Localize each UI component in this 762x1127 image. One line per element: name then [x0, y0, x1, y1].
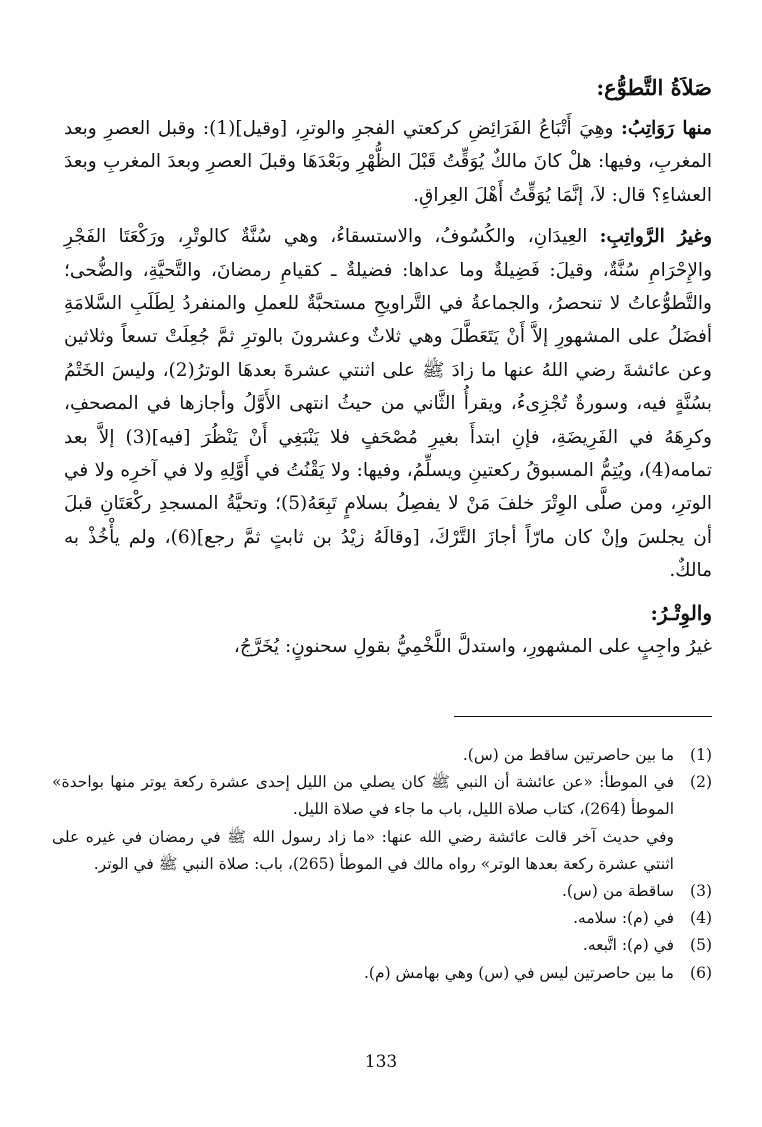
footnote-separator [454, 716, 712, 717]
footnote-number: (1) [690, 746, 712, 764]
footnote-text: وفي حديث آخر قالت عائشة رضي الله عنها: «ما زاد رسول الله ﷺ في رمضان في غيره على اثنتي عشرة ركعة بعدها الوتر» رواه مالك في الموطأ (265)، باب: صلاة النبي ﷺ في الوتر. [52, 827, 674, 873]
paragraph-text: العِيدَانِ، والكُسُوفُ، والاستسقاءُ، وهي سُنَّةٌ كالوتْرِ، ورَكْعَتَا الفَجْرِ والإِحْرَامِ سُنَّةٌ، وقيلَ: فَضِيلةٌ وما عداها: فضيلةٌ ـ كقيامِ رمضانَ، والتَّحيَّةِ، والضُّحى؛ والتَّطوُّعاتُ لا تنحصرُ، والجماعةُ في التَّراويحِ مستحبَّةٌ للعملِ والمنفردُ لِطَلَبِ السَّلامَةِ أفضَلُ على المشهورِ إلاَّ أَنْ يَتَعَطَّلَ وهي ثلاثٌ وعشرونَ بالوترِ ثمَّ جُعِلَتْ تسعاً وثلاثين وعن عائشةَ رضي اللهُ عنها ما زادَ ﷺ على اثنتي عشرةَ بعدهَا الوترُ(2)، وليسَ الخَتْمُ بسُنَّةٍ فيه، وسورةٌ تُجْزِىءُ، ويقرأُ الثَّاني من حيثُ انتهى الأَوَّلُ وأجازها في المصحفِ، وكرِهَهُ في الفَرِيضَةِ، فإنِ ابتدأَ بغيرِ مُصْحَفٍ فلا يَنْبَغِي أَنْ يَنْظُرَ [فيه](3) إلاَّ بعد تمامه(4)، ويُتِمُّ المسبوقُ ركعتينِ ويسلِّمُ، وفيها: ولا يَقْنُتُ في أَوَّلِهِ ولا في آخرِه ولا في الوترِ، ومن صلَّى الوِتْرَ خلفَ مَنْ لا يفصِلُ بسلامٍ تَبِعَهُ(5)؛ وتحيَّةُ المسجدِ ركْعَتَانِ قبلَ أن يجلسَ وإنْ كان مارّاً أجازَ التَّرْكَ، [وقالَهُ زيْدُ بن ثابتٍ ثمَّ رجع](6)، ولم يأْخُذْ به مالكٌ. [64, 226, 713, 582]
paragraph-lead: وغيرُ الرَّواتِبِ: [599, 226, 713, 248]
footnote-text: ما بين حاصرتين ليس في (س) وهي بهامش (م). [364, 963, 674, 982]
footnote-4 [52, 905, 712, 932]
section-title: صَلاَةُ التَّطوُّع: [596, 75, 712, 100]
footnote-number: (3) [690, 882, 712, 901]
footnote-1 [52, 742, 712, 769]
footnote-2 [52, 769, 712, 878]
paragraph-ghayr-rawatib [64, 220, 712, 587]
main-text [64, 70, 712, 663]
footnote-6 [52, 960, 712, 987]
paragraph-witr: غيرُ واجِبٍ على المشهورِ، واستدلَّ اللَّخْمِيُّ بقولِ سحنونٍ: يُخَرَّجُ، [233, 635, 712, 657]
footnote-text: ساقطة من (س). [561, 882, 674, 901]
footnote-text: ما بين حاصرتين ساقط من (س). [462, 746, 674, 764]
paragraph-text: وهِيَ أَتْبَاعُ الفَرَائِضِ كركعتي الفجرِ والوترِ، [وقيل](1): وقبل العصرِ وبعد المغربِ، وفيها: هلْ كانَ مالكٌ يُوَقِّتُ قَبْلَ الظُّهْرِ وبَعْدَهَا وقبلَ العصرِ وبعدَ المغربِ وبعدَ العشاءِ؟ قال: لاَ، إنَّمَا يُوَقِّتُ أَهْلَ العِراقِ. [64, 118, 712, 206]
paragraph-rawatib [64, 112, 712, 212]
footnote-text: في الموطأ: «عن عائشة أن النبي ﷺ كان يصلي من الليل إحدى عشرة ركعة يوتر منها بواحدة» الموطأ (264)، كتاب صلاة الليل، باب ما جاء في صلاة الليل. [52, 773, 674, 819]
footnote-text: في (م): اتَّبعه. [582, 936, 674, 955]
page-number: 133 [364, 1052, 398, 1072]
footnote-number: (4) [690, 909, 712, 928]
footnote-number: (5) [690, 936, 712, 955]
footnote-3 [52, 878, 712, 905]
footnote-text: في (م): سلامه. [573, 909, 674, 928]
paragraph-lead: منها رَوَاتِبُ: [621, 118, 712, 139]
footnote-5 [52, 932, 712, 959]
footnote-number: (6) [690, 963, 712, 982]
footnotes [52, 742, 712, 987]
sub-heading-witr: والوِتْـرُ: [650, 600, 712, 625]
footnote-number: (2) [690, 773, 712, 792]
